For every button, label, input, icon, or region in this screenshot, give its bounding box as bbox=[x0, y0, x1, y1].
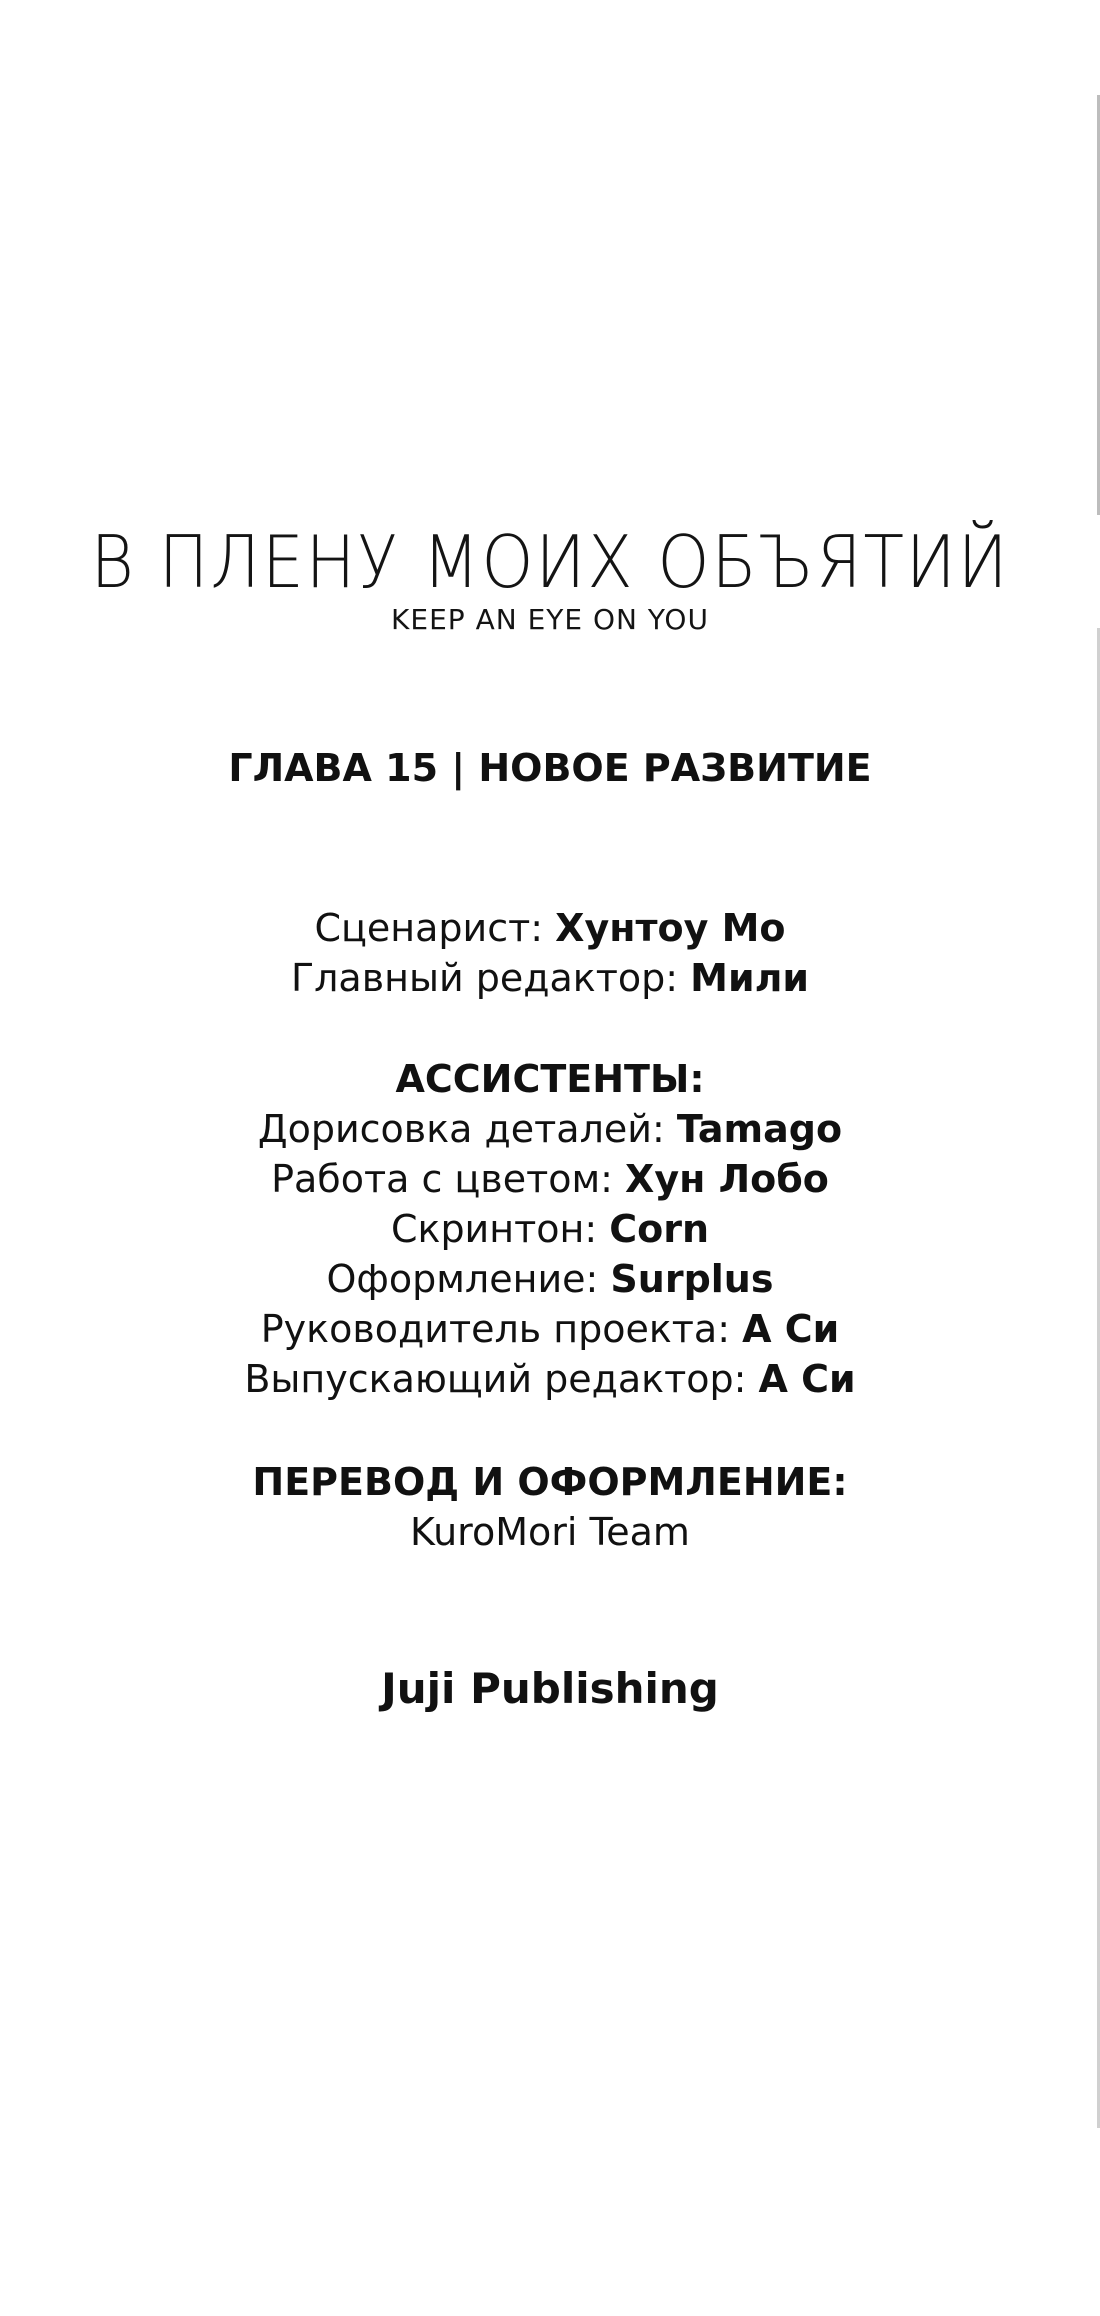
credit-role: Работа с цветом: bbox=[271, 1157, 613, 1201]
credit-name: А Си bbox=[758, 1357, 856, 1401]
credit-role: Сценарист: bbox=[314, 906, 544, 950]
chapter-title: ГЛАВА 15 | НОВОЕ РАЗВИТИЕ bbox=[228, 746, 872, 790]
credit-role: Дорисовка деталей: bbox=[257, 1107, 665, 1151]
credit-role: Оформление: bbox=[326, 1257, 599, 1301]
credit-row-writer bbox=[0, 903, 1100, 953]
credit-row-details bbox=[0, 1104, 1100, 1154]
translation-credits bbox=[0, 1457, 1100, 1557]
credit-row-design bbox=[0, 1254, 1100, 1304]
translation-heading: ПЕРЕВОД И ОФОРМЛЕНИЕ: bbox=[252, 1460, 848, 1504]
credit-role: Главный редактор: bbox=[290, 956, 679, 1000]
credit-name: Мили bbox=[690, 956, 810, 1000]
main-credits bbox=[0, 903, 1100, 1003]
credit-name: Surplus bbox=[610, 1257, 774, 1301]
series-title: В ПЛЕНУ МОИХ ОБЪЯТИЙ bbox=[90, 520, 1010, 604]
assistants-heading: АССИСТЕНТЫ: bbox=[395, 1057, 705, 1101]
credit-role: Выпускающий редактор: bbox=[244, 1357, 747, 1401]
translation-team: KuroMori Team bbox=[410, 1510, 690, 1554]
credit-row-color bbox=[0, 1154, 1100, 1204]
series-subtitle: KEEP AN EYE ON YOU bbox=[391, 603, 709, 636]
credit-name: А Си bbox=[742, 1307, 840, 1351]
credit-row-release-editor bbox=[0, 1354, 1100, 1404]
credit-name: Хунтоу Мо bbox=[555, 906, 786, 950]
publisher-name: Juji Publishing bbox=[381, 1664, 719, 1713]
credit-role: Скринтон: bbox=[390, 1207, 598, 1251]
assistants-credits bbox=[0, 1054, 1100, 1404]
credit-name: Corn bbox=[609, 1207, 710, 1251]
credit-name: Tamago bbox=[676, 1107, 843, 1151]
credit-row-chief-editor bbox=[0, 953, 1100, 1003]
credit-role: Руководитель проекта: bbox=[260, 1307, 731, 1351]
credit-name: Хун Лобо bbox=[625, 1157, 829, 1201]
credit-row-screentone bbox=[0, 1204, 1100, 1254]
credit-row-project-lead bbox=[0, 1304, 1100, 1354]
